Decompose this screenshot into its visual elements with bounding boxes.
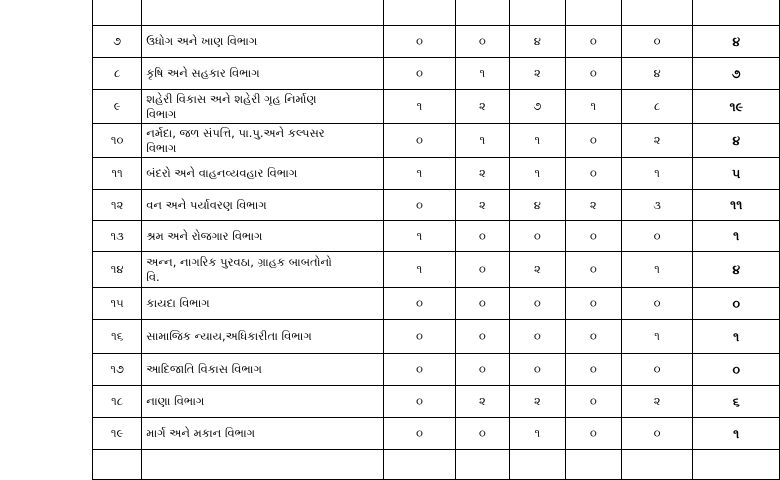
serial-number-cell <box>93 0 142 26</box>
table-row <box>93 221 780 252</box>
count-cell: ૨ <box>509 252 565 288</box>
count-cell: ૨ <box>621 124 693 158</box>
count-cell: ૦ <box>621 418 693 450</box>
table-row <box>93 26 780 58</box>
department-name-cell <box>142 26 384 58</box>
count-cell: ૧ <box>384 221 456 252</box>
count-cell: ૦ <box>509 354 565 386</box>
count-cell <box>509 450 565 480</box>
count-cell: ૧ <box>565 90 621 124</box>
count-cell <box>621 450 693 480</box>
serial-number-cell: ૧૬ <box>93 320 142 354</box>
count-cell: ૦ <box>565 288 621 320</box>
count-cell: ૨ <box>455 386 509 418</box>
count-cell: ૦ <box>565 221 621 252</box>
department-name-line: શ્રમ અને રોજગાર વિભાગ <box>146 228 263 243</box>
count-cell: ૨ <box>621 386 693 418</box>
table-row <box>93 288 780 320</box>
department-name-cell <box>142 386 384 418</box>
count-cell: ૪ <box>509 190 565 221</box>
department-name-cell <box>142 288 384 320</box>
department-name-cell <box>142 0 384 26</box>
table-row <box>93 354 780 386</box>
total-cell: ૦ <box>693 354 780 386</box>
department-name-line: વિભાગ <box>146 106 177 121</box>
count-cell: ૦ <box>565 252 621 288</box>
count-cell: ૦ <box>509 288 565 320</box>
count-cell: ૧ <box>621 252 693 288</box>
total-cell: ૪ <box>693 124 780 158</box>
serial-number-cell: ૧૨ <box>93 190 142 221</box>
count-cell: ૨ <box>565 190 621 221</box>
count-cell: ૦ <box>565 320 621 354</box>
count-cell: ૦ <box>565 418 621 450</box>
table-row <box>93 0 780 26</box>
count-cell: ૧ <box>621 158 693 190</box>
department-name-cell <box>142 320 384 354</box>
count-cell: ૦ <box>565 124 621 158</box>
department-name-cell <box>142 221 384 252</box>
count-cell <box>621 0 693 26</box>
count-cell: ૦ <box>384 386 456 418</box>
count-cell: ૨ <box>455 90 509 124</box>
total-cell: ૦ <box>693 288 780 320</box>
count-cell: ૦ <box>384 190 456 221</box>
table-row <box>93 386 780 418</box>
count-cell: ૦ <box>455 221 509 252</box>
count-cell: ૦ <box>565 26 621 58</box>
count-cell: ૦ <box>509 320 565 354</box>
count-cell: ૧ <box>384 158 456 190</box>
table-row <box>93 320 780 354</box>
department-name-line: વિ. <box>146 269 160 284</box>
count-cell <box>509 0 565 26</box>
table-row <box>93 190 780 221</box>
table-row <box>93 90 780 124</box>
count-cell: ૧ <box>509 124 565 158</box>
count-cell: ૦ <box>565 58 621 90</box>
department-name-line: સામાજિક ન્યાય,અધિકારીતા વિભાગ <box>146 329 312 343</box>
total-cell: ૧૯ <box>693 90 780 124</box>
count-cell <box>565 450 621 480</box>
serial-number-cell: ૧૮ <box>93 386 142 418</box>
department-name-line: અન્ન, નાગરિક પુરવઠા, ગ્રાહક બાબતોનો <box>146 254 332 269</box>
count-cell: ૦ <box>384 288 456 320</box>
count-cell: ૧ <box>384 252 456 288</box>
count-cell: ૦ <box>621 221 693 252</box>
count-cell: ૪ <box>509 26 565 58</box>
count-cell: ૨ <box>455 158 509 190</box>
count-cell: ૦ <box>621 288 693 320</box>
department-name-line: શહેરી વિકાસ અને શહેરી ગૃહ નિર્માણ <box>146 91 317 106</box>
count-cell: ૦ <box>384 26 456 58</box>
department-name-line: વન અને પર્યાવરણ વિભાગ <box>146 197 267 212</box>
count-cell: ૧ <box>455 124 509 158</box>
serial-number-cell: ૭ <box>93 26 142 58</box>
count-cell: ૦ <box>565 386 621 418</box>
total-cell <box>693 450 780 480</box>
department-name-cell <box>142 58 384 90</box>
count-cell: ૦ <box>565 354 621 386</box>
department-name-line: ઉધોગ અને ખાણ વિભાગ <box>146 34 258 48</box>
department-name-cell <box>142 90 384 124</box>
count-cell: ૧ <box>621 320 693 354</box>
total-cell: ૪ <box>693 252 780 288</box>
department-name-cell <box>142 190 384 221</box>
total-cell: ૬ <box>693 386 780 418</box>
count-cell: ૦ <box>565 158 621 190</box>
serial-number-cell: ૧૩ <box>93 221 142 252</box>
serial-number-cell: ૧૯ <box>93 418 142 450</box>
department-count-table <box>92 0 780 480</box>
total-cell: ૫ <box>693 158 780 190</box>
serial-number-cell: ૧૧ <box>93 158 142 190</box>
count-cell: ૦ <box>384 124 456 158</box>
count-cell: ૮ <box>621 90 693 124</box>
table-row <box>93 418 780 450</box>
count-cell: ૪ <box>621 58 693 90</box>
department-name-line: માર્ગ અને મકાન વિભાગ <box>146 426 256 440</box>
department-name-line: વિભાગ <box>146 140 177 155</box>
count-cell <box>455 450 509 480</box>
count-cell: ૦ <box>455 288 509 320</box>
table-row <box>93 124 780 158</box>
count-cell: ૦ <box>384 354 456 386</box>
department-name-cell <box>142 450 384 480</box>
department-name-cell <box>142 418 384 450</box>
count-cell: ૩ <box>621 190 693 221</box>
serial-number-cell: ૧૪ <box>93 252 142 288</box>
count-cell: ૦ <box>384 58 456 90</box>
count-cell: ૦ <box>384 418 456 450</box>
department-name-line: નર્મદા, જળ સંપત્તિ, પા.પુ.અને કલ્પસર <box>146 125 325 140</box>
serial-number-cell: ૮ <box>93 58 142 90</box>
total-cell: ૧ <box>693 221 780 252</box>
count-cell <box>384 0 456 26</box>
department-name-line: આદિજાતિ વિકાસ વિભાગ <box>146 362 262 376</box>
count-cell: ૨ <box>455 190 509 221</box>
count-cell: ૦ <box>455 354 509 386</box>
count-cell: ૧ <box>509 418 565 450</box>
count-cell: ૦ <box>455 252 509 288</box>
department-name-cell <box>142 124 384 158</box>
count-cell: ૨ <box>509 58 565 90</box>
count-cell <box>384 450 456 480</box>
count-cell: ૨ <box>509 386 565 418</box>
serial-number-cell: ૧૦ <box>93 124 142 158</box>
table-row <box>93 58 780 90</box>
count-cell: ૧ <box>384 90 456 124</box>
serial-number-cell <box>93 450 142 480</box>
count-cell: ૦ <box>455 320 509 354</box>
total-cell: ૧ <box>693 320 780 354</box>
count-cell: ૧ <box>455 58 509 90</box>
total-cell: ૭ <box>693 58 780 90</box>
table-row <box>93 158 780 190</box>
total-cell <box>693 0 780 26</box>
count-cell: ૦ <box>384 320 456 354</box>
serial-number-cell: ૧૫ <box>93 288 142 320</box>
total-cell: ૪ <box>693 26 780 58</box>
serial-number-cell: ૧૭ <box>93 354 142 386</box>
count-cell <box>455 0 509 26</box>
department-name-line: કૃષિ અને સહકાર વિભાગ <box>146 66 260 80</box>
total-cell: ૧૧ <box>693 190 780 221</box>
serial-number-cell: ૯ <box>93 90 142 124</box>
count-cell: ૭ <box>509 90 565 124</box>
count-cell: ૦ <box>455 26 509 58</box>
department-name-cell <box>142 354 384 386</box>
department-name-line: કાયદા વિભાગ <box>146 296 210 310</box>
department-name-cell <box>142 252 384 288</box>
count-cell: ૦ <box>621 26 693 58</box>
count-cell: ૧ <box>509 158 565 190</box>
table-row <box>93 450 780 480</box>
count-cell <box>565 0 621 26</box>
count-cell: ૦ <box>621 354 693 386</box>
count-cell: ૦ <box>455 418 509 450</box>
department-name-cell <box>142 158 384 190</box>
total-cell: ૧ <box>693 418 780 450</box>
count-cell: ૦ <box>509 221 565 252</box>
department-name-line: નાણા વિભાગ <box>146 394 205 408</box>
department-name-line: બંદરો અને વાહનવ્યવહાર વિભાગ <box>146 166 298 180</box>
table-row <box>93 252 780 288</box>
